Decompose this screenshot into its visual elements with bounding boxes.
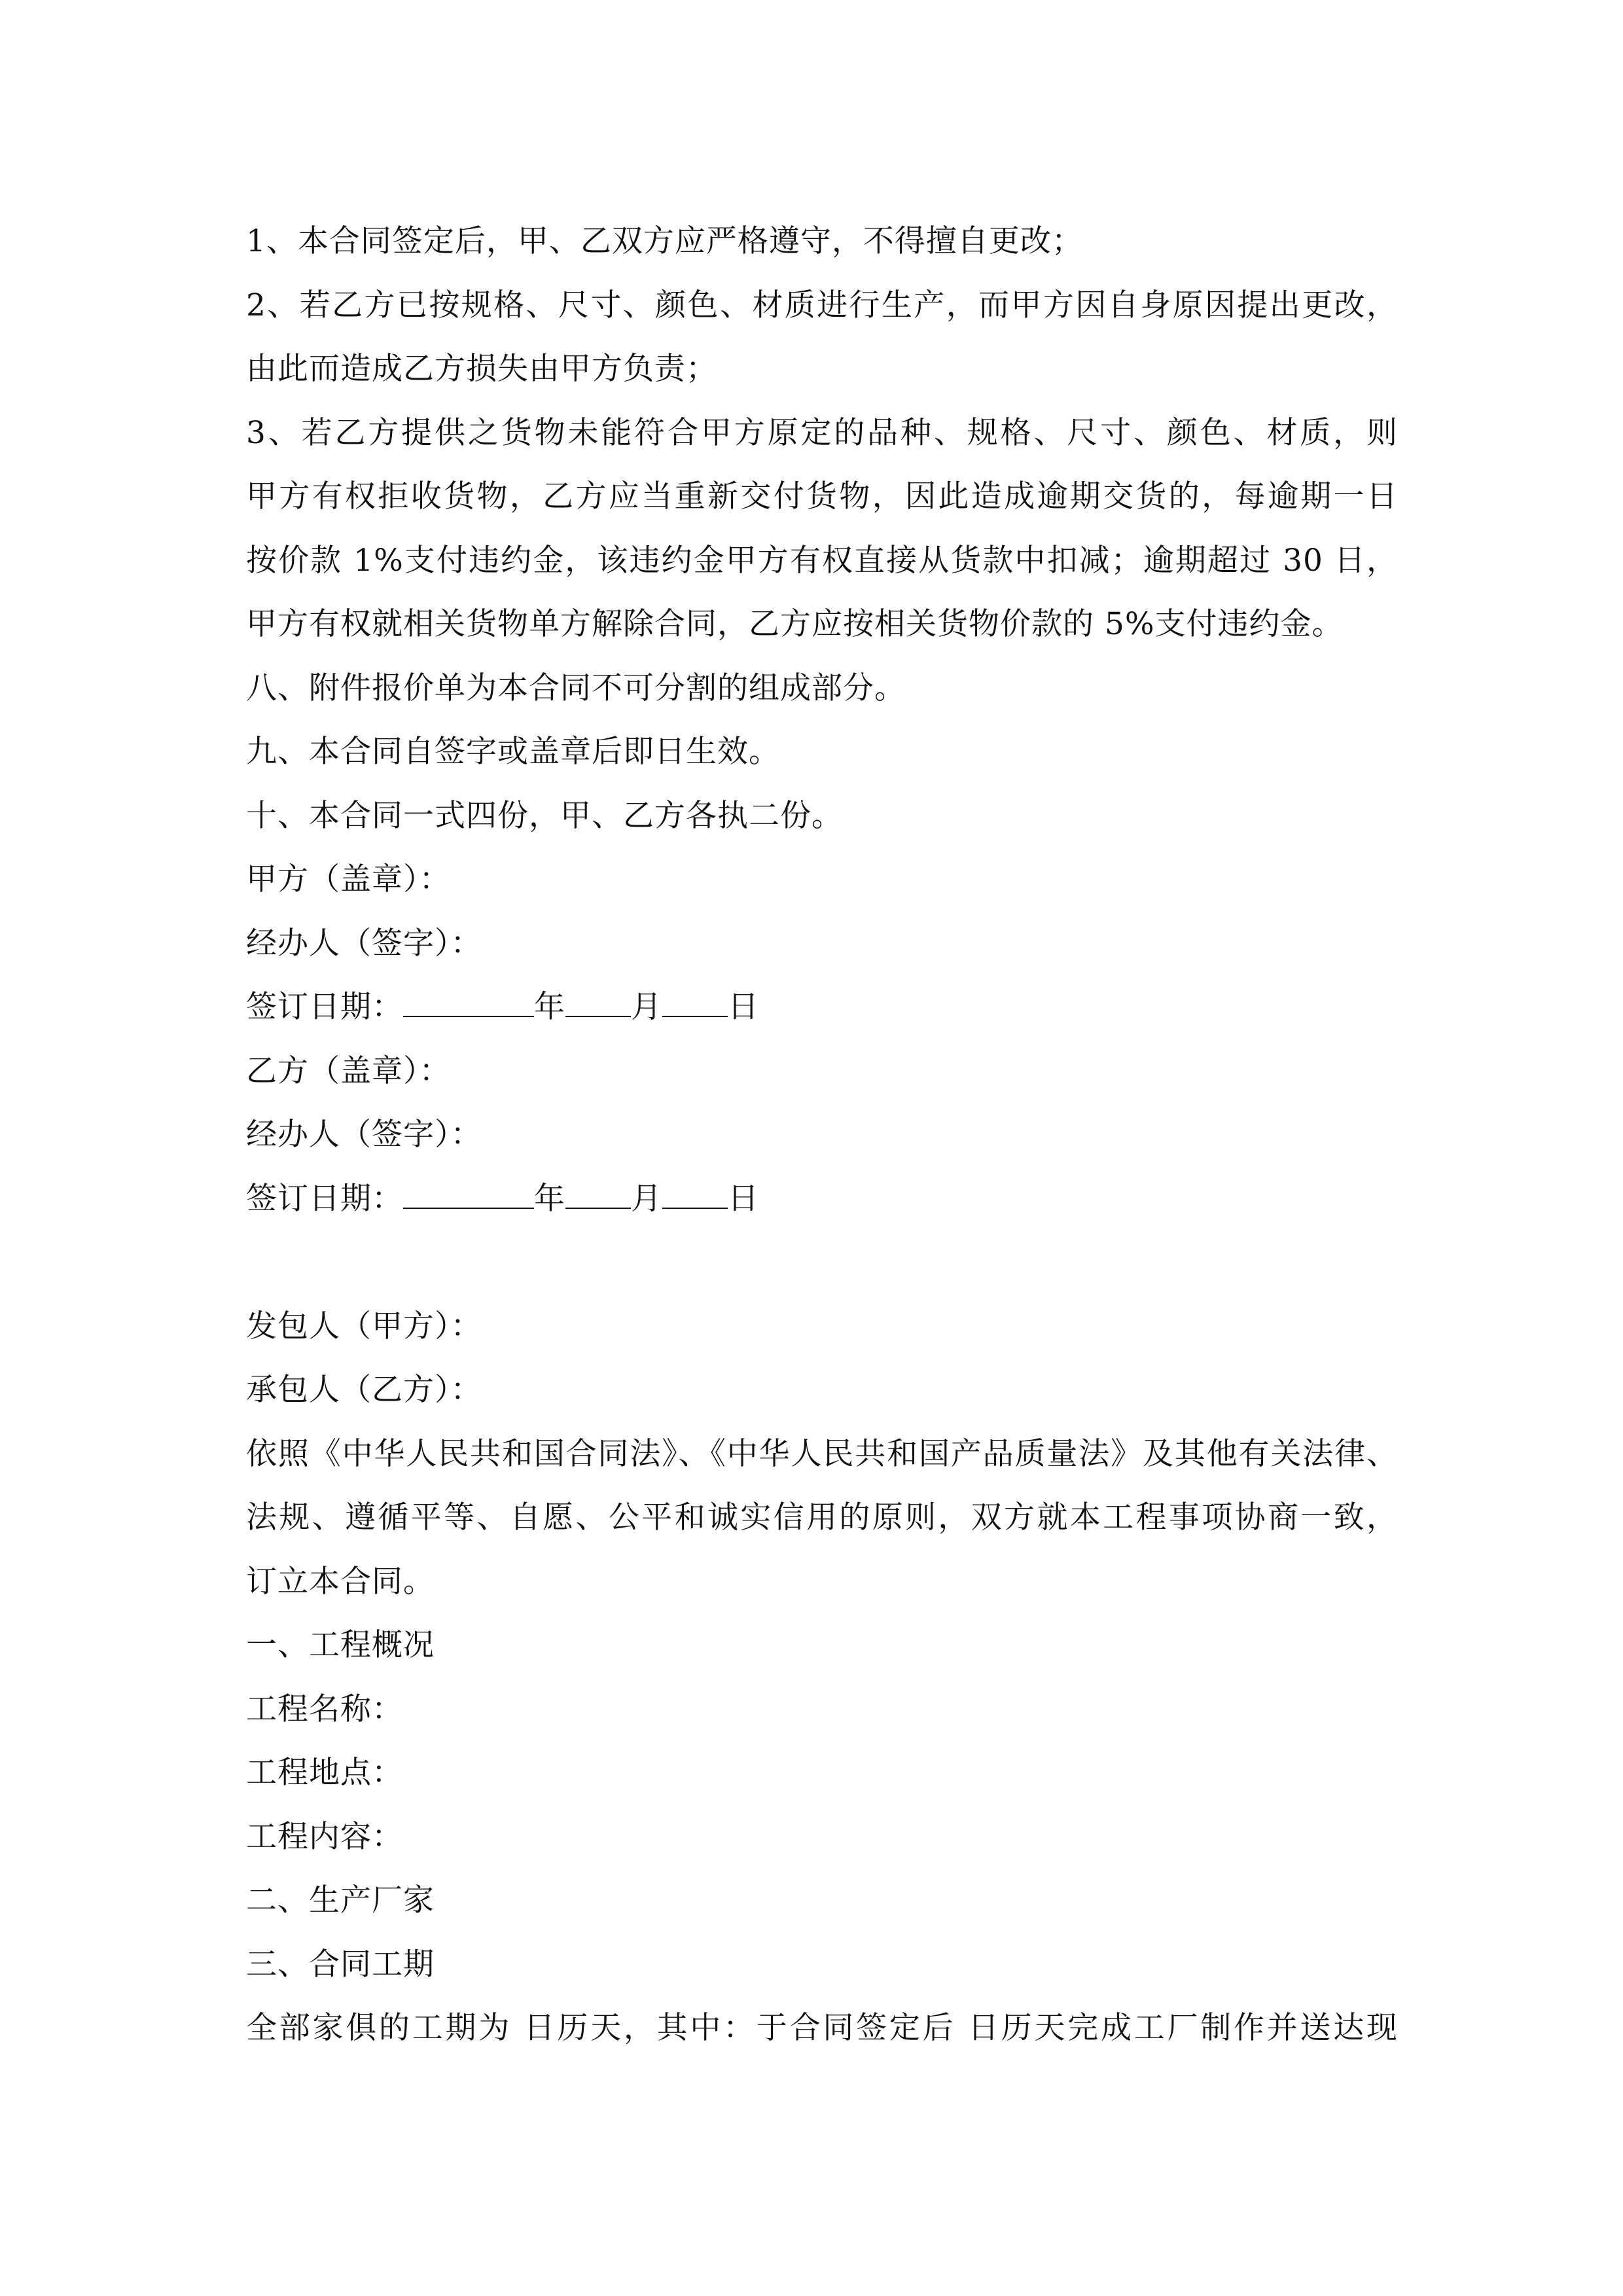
section-spacer: [246, 1230, 1398, 1295]
section-2-heading: 二、生产厂家: [246, 1882, 435, 1918]
clause-3-line-2: 甲方有权拒收货物，乙方应当重新交付货物，因此造成逾期交货的，每逾期一日: [246, 478, 1398, 514]
contractor-line: 承包人（乙方）：: [246, 1372, 482, 1408]
section-3-heading: 三、合同工期: [246, 1946, 435, 1982]
clause-10: 十、本合同一式四份，甲、乙方各执二份。: [246, 797, 843, 834]
party-a-date-label: 签订日期：: [246, 989, 403, 1025]
party-a-year-label: 年: [534, 989, 565, 1025]
party-a-date: [246, 975, 1398, 1039]
party-a-month-label: 月: [631, 989, 662, 1025]
project-content: 工程内容：: [246, 1818, 403, 1855]
clause-3-line-4: 甲方有权就相关货物单方解除合同，乙方应按相关货物价款的 5%支付违约金。: [246, 606, 1344, 642]
party-b-year-blank[interactable]: [403, 1181, 534, 1209]
clause-1: 1、本合同签定后，甲、乙双方应严格遵守，不得擅自更改；: [246, 223, 1083, 259]
party-a-day-label: 日: [728, 989, 759, 1025]
party-a-day-blank[interactable]: [662, 990, 728, 1017]
project-name: 工程名称：: [246, 1691, 403, 1727]
party-b-day-blank[interactable]: [662, 1181, 728, 1209]
party-a-seal: 甲方（盖章）：: [246, 861, 451, 897]
clause-2-line-1: 2、若乙方已按规格、尺寸、颜色、材质进行生产，而甲方因自身原因提出更改，: [246, 287, 1398, 323]
preamble-line-2: 法规、遵循平等、自愿、公平和诚实信用的原则，双方就本工程事项协商一致，: [246, 1499, 1398, 1535]
document-page: [246, 209, 1398, 2060]
project-location: 工程地点：: [246, 1755, 403, 1791]
party-b-year-label: 年: [534, 1180, 565, 1217]
party-b-date: [246, 1167, 1398, 1231]
clause-8: 八、附件报价单为本合同不可分割的组成部分。: [246, 670, 906, 706]
preamble-line-1: 依照《中华人民共和国合同法》、《中华人民共和国产品质量法》及其他有关法律、: [246, 1435, 1398, 1472]
party-a-year-blank[interactable]: [403, 990, 534, 1017]
party-b-day-label: 日: [728, 1180, 759, 1217]
employer-line: 发包人（甲方）：: [246, 1308, 482, 1344]
section-1-heading: 一、工程概况: [246, 1627, 435, 1663]
party-b-month-label: 月: [631, 1180, 662, 1217]
clause-2-line-2: 由此而造成乙方损失由甲方负责；: [246, 351, 717, 387]
party-b-month-blank[interactable]: [565, 1181, 631, 1209]
party-b-seal: 乙方（盖章）：: [246, 1052, 451, 1089]
party-b-date-label: 签订日期：: [246, 1180, 403, 1217]
party-b-agent: 经办人（签字）：: [246, 1117, 482, 1153]
schedule-line: 全部家俱的工期为 日历天，其中：于合同签定后 日历天完成工厂制作并送达现: [246, 2010, 1398, 2046]
party-a-month-blank[interactable]: [565, 990, 631, 1017]
clause-9: 九、本合同自签字或盖章后即日生效。: [246, 734, 780, 770]
clause-3-line-3: 按价款 1%支付违约金，该违约金甲方有权直接从货款中扣减；逾期超过 30 日，: [246, 542, 1398, 579]
preamble-line-3: 订立本合同。: [246, 1563, 435, 1600]
clause-3-line-1: 3、若乙方提供之货物未能符合甲方原定的品种、规格、尺寸、颜色、材质，则: [246, 414, 1398, 451]
party-a-agent: 经办人（签字）：: [246, 925, 482, 961]
